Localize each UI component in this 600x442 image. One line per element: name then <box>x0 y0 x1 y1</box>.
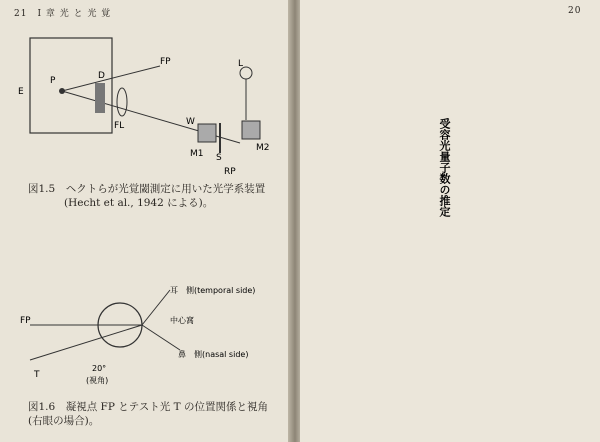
fixation-angle-diagram <box>20 285 260 395</box>
label-angle: 20° <box>92 364 107 373</box>
page-number: 20 <box>568 6 582 16</box>
label-l: L <box>238 59 244 69</box>
mirror-m1 <box>198 124 216 142</box>
label-nasal: 鼻 側(nasal side) <box>178 350 249 359</box>
right-page <box>300 0 600 442</box>
figure-1-5-title: 図1.5 ヘクトらが光覚閾測定に用いた光学系装置 <box>28 183 266 195</box>
label-d: D <box>98 71 105 81</box>
label-p: P <box>50 76 56 86</box>
label-e: E <box>18 87 24 97</box>
label-angle-note: (視角) <box>86 376 109 385</box>
label-t: T <box>34 370 40 380</box>
diaphragm <box>95 83 105 113</box>
left-page <box>0 0 290 442</box>
figure-1-5-citation: (Hecht et al., 1942 による)。 <box>64 197 214 210</box>
label-m2: M2 <box>256 143 270 153</box>
optical-apparatus-diagram <box>10 28 280 193</box>
label-fp2: FP <box>20 316 31 326</box>
label-s: S <box>216 153 222 163</box>
label-rp: RP <box>224 167 236 177</box>
label-fovea: 中心窩 <box>170 316 194 325</box>
section-heading: 受容光量子数の推定 <box>438 118 451 217</box>
label-fl: FL <box>114 121 125 131</box>
label-fp: FP <box>160 57 171 67</box>
label-w: W <box>186 117 195 127</box>
figure-1-5-caption <box>28 182 283 210</box>
lens-fl <box>117 88 127 116</box>
figure-1-6-caption: 図1.6 凝視点 FP とテスト光 T の位置関係と視角 (右眼の場合)。 <box>28 401 268 428</box>
mirror-m2 <box>242 121 260 139</box>
label-temporal: 耳 側(temporal side) <box>170 286 256 295</box>
running-head: 21 I 章 光 と 光 覚 <box>14 9 112 19</box>
label-m1: M1 <box>190 149 204 159</box>
